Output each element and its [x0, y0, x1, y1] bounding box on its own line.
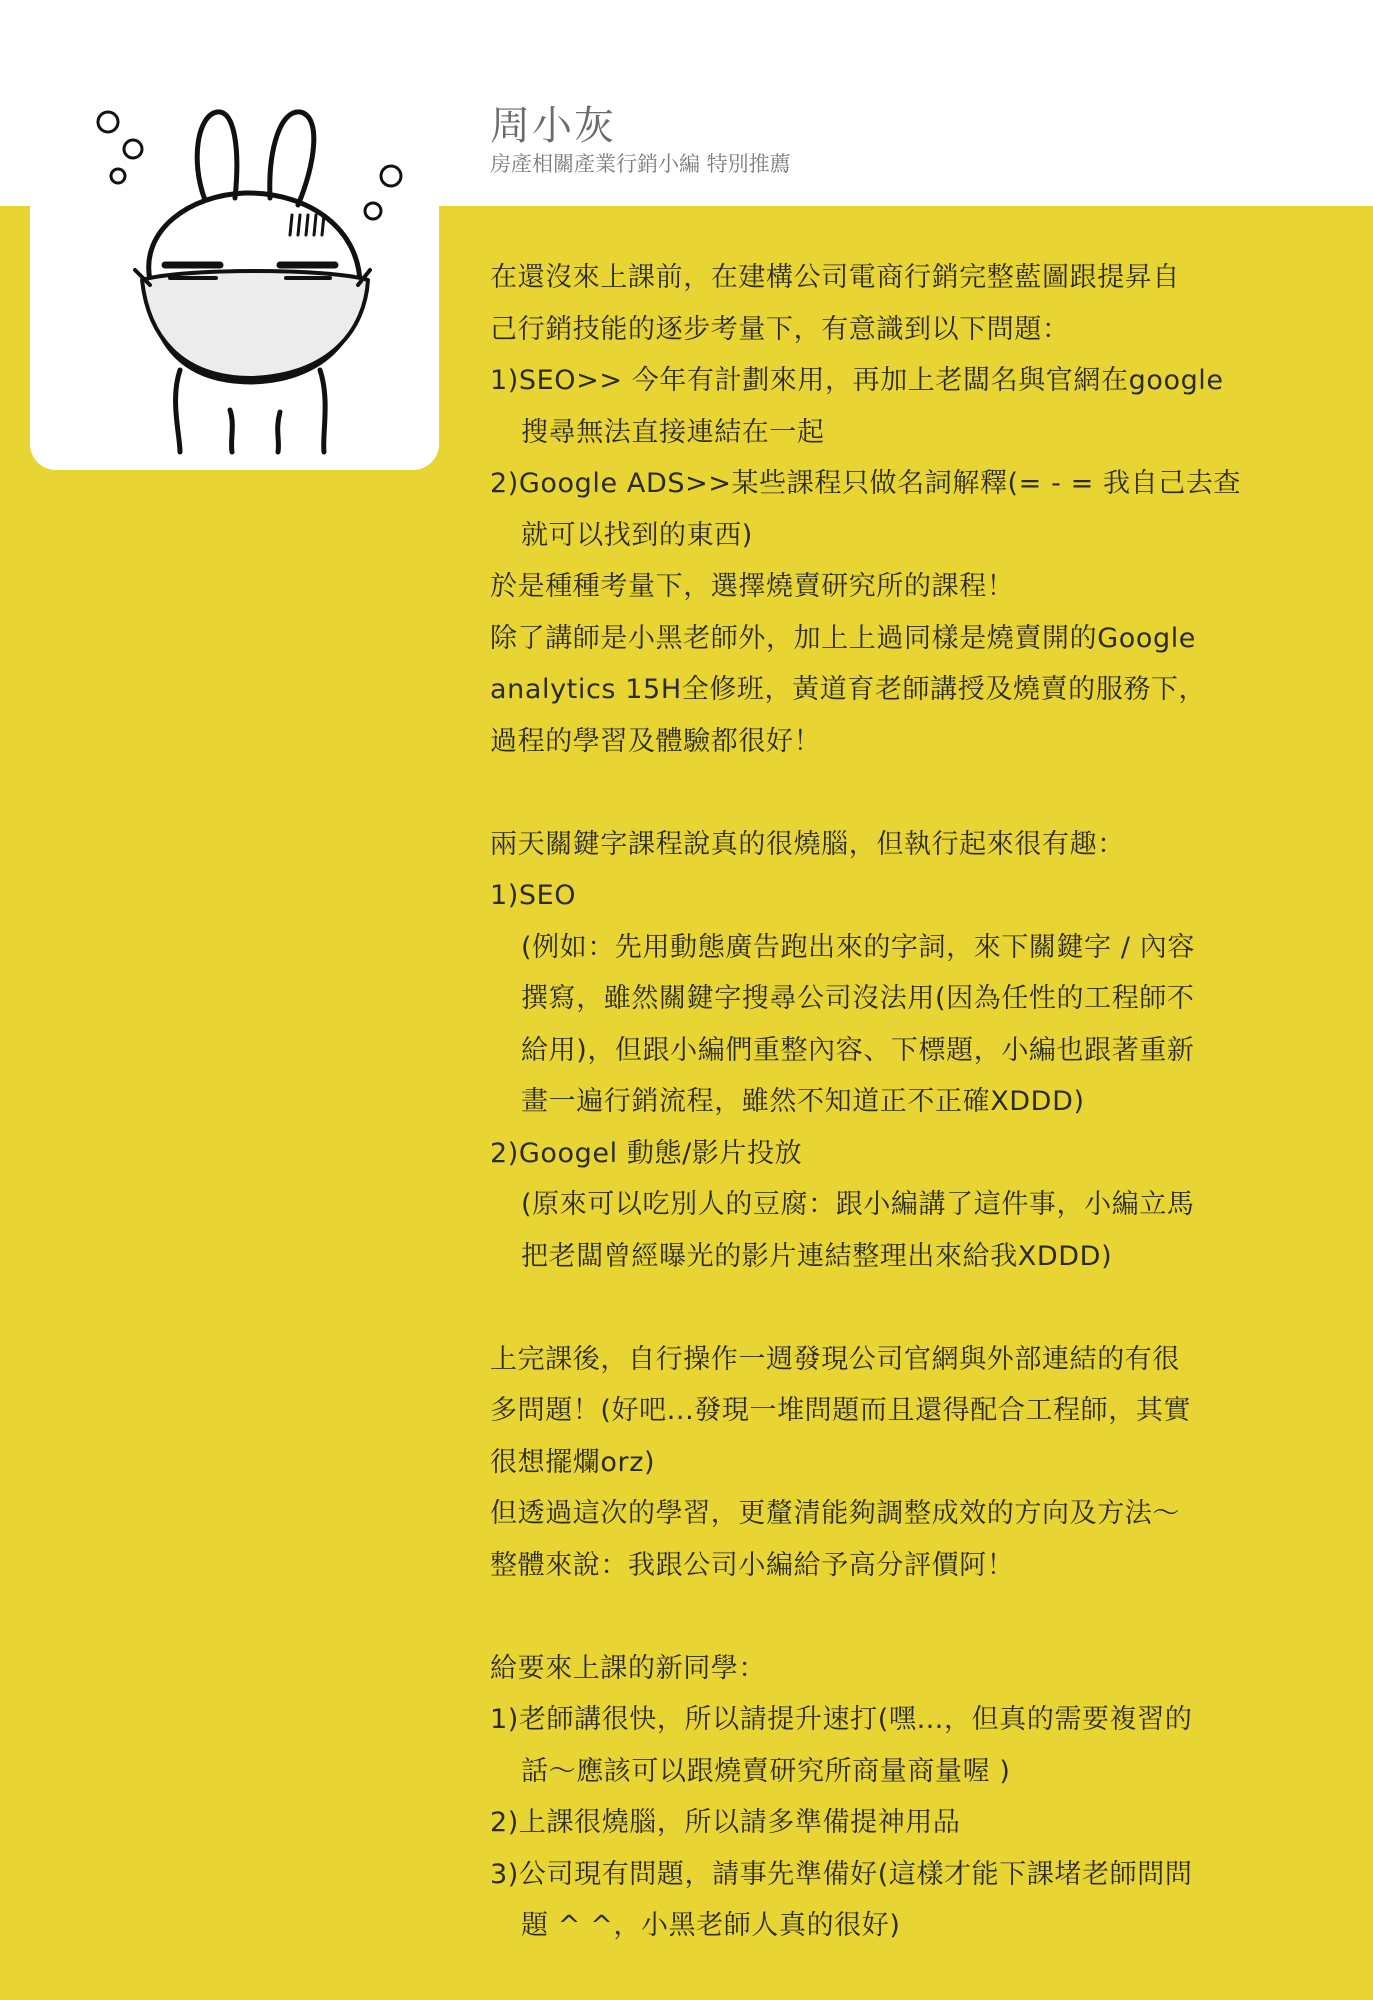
article-line: 話～應該可以跟燒賣研究所商量商量喔 ): [521, 1755, 1011, 1787]
article-line: 整體來說：我跟公司小編給予高分評價阿！: [490, 1549, 1015, 1581]
paragraph-spacer: [490, 767, 1330, 819]
article-line: (原來可以吃別人的豆腐：跟小編講了這件事，小編立馬: [521, 1189, 1195, 1220]
author-subtitle: 房產相關產業行銷小編 特別推薦: [490, 152, 791, 176]
testimonial-article: [490, 252, 1330, 1952]
article-line: 2)上課很燒腦，所以請多準備提神用品: [490, 1807, 961, 1838]
article-line: 搜尋無法直接連結在一起: [521, 416, 825, 448]
article-line: 兩天關鍵字課程說真的很燒腦，但執行起來很有趣：: [490, 828, 1125, 860]
article-line: 於是種種考量下，選擇燒賣研究所的課程！: [490, 571, 1015, 602]
author-name: 周小灰: [490, 103, 616, 149]
article-line: 把老闆曾經曝光的影片連結整理出來給我XDDD): [521, 1240, 1113, 1272]
article-line: 1)SEO>> 今年有計劃來用，再加上老闆名與官網在google: [490, 365, 1224, 396]
article-line: 題 ^ ^，小黑老師人真的很好): [521, 1910, 901, 1941]
article-line: 1)老師講很快，所以請提升速打(嘿…，但真的需要複習的: [490, 1704, 1193, 1735]
article-line: 就可以找到的東西): [521, 519, 753, 551]
article-line: 上完課後，自行操作一週發現公司官網與外部連結的有很: [490, 1343, 1180, 1375]
article-line: 撰寫，雖然關鍵字搜尋公司沒法用(因為任性的工程師不: [521, 983, 1195, 1014]
sick-rabbit-mascot-icon: [30, 90, 439, 470]
article-line: 過程的學習及體驗都很好！: [490, 725, 822, 757]
article-line: 畫一遍行銷流程，雖然不知道正不正確XDDD): [521, 1086, 1085, 1117]
avatar-card: [30, 90, 439, 470]
article-line: 多問題！(好吧...發現一堆問題而且還得配合工程師，其實: [490, 1395, 1192, 1426]
article-line: 給要來上課的新同學：: [490, 1652, 766, 1684]
article-line: 己行銷技能的逐步考量下，有意識到以下問題：: [490, 313, 1070, 345]
paragraph-spacer: [490, 1282, 1330, 1334]
article-line: 2)Googel 動態/影片投放: [490, 1137, 803, 1169]
article-line: analytics 15H全修班，黃道育老師講授及燒賣的服務下，: [490, 674, 1207, 705]
paragraph-spacer: [490, 1591, 1330, 1643]
article-line: 在還沒來上課前，在建構公司電商行銷完整藍圖跟提昇自: [490, 262, 1180, 293]
article-line: 1)SEO: [490, 880, 577, 911]
article-line: 但透過這次的學習，更釐清能夠調整成效的方向及方法～: [490, 1498, 1180, 1529]
article-line: 2)Google ADS>>某些課程只做名詞解釋(= - = 我自己去查: [490, 468, 1242, 499]
article-line: 3)公司現有問題，請事先準備好(這樣才能下課堵老師問問: [490, 1858, 1193, 1890]
article-line: (例如：先用動態廣告跑出來的字詞，來下關鍵字 / 內容: [521, 931, 1195, 963]
article-line: 很想擺爛orz): [490, 1446, 656, 1478]
article-line: 給用)，但跟小編們重整內容、下標題，小編也跟著重新: [521, 1034, 1195, 1066]
article-line: 除了講師是小黑老師外，加上上過同樣是燒賣開的Google: [490, 622, 1197, 654]
